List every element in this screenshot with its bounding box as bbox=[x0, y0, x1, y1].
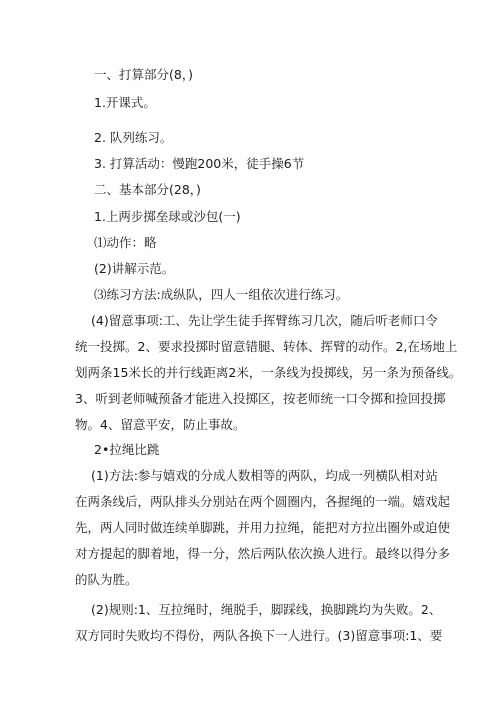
section-heading-basic: 二、基本部分(28，) bbox=[94, 182, 201, 197]
paragraph-line: 在两条线后，两队排头分别站在两个圆圈内，各握绳的一端。嬉戏起 bbox=[75, 494, 451, 509]
paragraph-line: 对方提起的脚着地，得一分，然后两队依次换人进行。最终以得分多 bbox=[75, 546, 451, 561]
item-formation-drill: 2. 队列练习。 bbox=[94, 130, 173, 145]
paragraph-line: (2)规则:1、互拉绳时，绳脱手，脚踩线，换脚跳均为失败。2、 bbox=[91, 602, 442, 617]
item-throwing-demo: (2)讲解示范。 bbox=[94, 261, 175, 276]
item-rope-jump-rules bbox=[75, 597, 443, 649]
paragraph-line: (4)留意事项:工、先让学生徒手挥臂练习几次，随后听老师口令 bbox=[91, 313, 438, 328]
item-throwing-title: 1.上两步掷垒球或沙包(一) bbox=[94, 209, 241, 224]
item-warmup-activity: 3. 打算活动：慢跑200米，徒手操6节 bbox=[94, 156, 305, 171]
item-throwing-notes bbox=[75, 308, 462, 438]
paragraph-line: (1)方法:参与嬉戏的分成人数相等的两队，均成一列横队相对站 bbox=[91, 468, 438, 483]
paragraph-line: 先，两人同时做连续单脚跳，并用力拉绳，能把对方拉出圈外或迫使 bbox=[75, 520, 451, 535]
paragraph-line: 双方同时失败均不得份，两队各换下一人进行。(3)留意事项:1、要 bbox=[75, 628, 443, 643]
paragraph-line: 的队为胜。 bbox=[75, 572, 138, 587]
item-rope-jump-title: 2•拉绳比跳 bbox=[94, 442, 160, 457]
section-heading-preparation: 一、打算部分(8，) bbox=[94, 67, 193, 82]
item-throwing-method: ⑶练习方法:成纵队，四人一组依次进行练习。 bbox=[94, 287, 349, 302]
paragraph-line: 3、听到老师喊预备才能进入投掷区，按老师统一口令掷和捡回投掷 bbox=[75, 391, 446, 406]
item-throwing-action: ⑴动作：略 bbox=[94, 235, 157, 250]
paragraph-line: 物。4、留意平安，防止事故。 bbox=[75, 417, 246, 432]
paragraph-line: 划两条15米长的并行线距离2米，一条线为投掷线，另一条为预备线。 bbox=[75, 365, 462, 380]
paragraph-line: 统一投掷。2、要求投掷时留意错腿、转体、挥臂的动作。2,在场地上 bbox=[75, 339, 458, 354]
item-opening-ceremony: 1.开课式。 bbox=[94, 95, 156, 110]
item-rope-jump-method bbox=[75, 463, 451, 593]
